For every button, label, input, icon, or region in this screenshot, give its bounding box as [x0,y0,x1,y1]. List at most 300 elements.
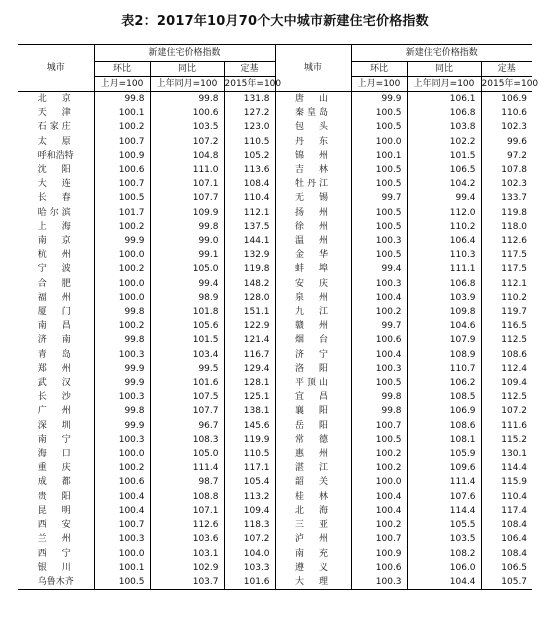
mom-cell-right: 100.7 [351,532,407,546]
mom-cell-right: 100.5 [351,163,407,177]
yoy-cell-right: 108.1 [407,433,481,447]
table-row [18,234,532,248]
mom-cell-left: 100.0 [94,248,150,262]
city-cell-right: 惠 州 [275,447,351,461]
fixed-cell-right: 115.2 [501,434,528,445]
city-cell-right: 桂 林 [275,490,351,504]
yoy-cell-right: 106.4 [407,234,481,248]
city-cell-right: 烟 台 [275,333,351,347]
city-cell-left: 广 州 [18,404,94,418]
mom-cell-right: 100.5 [351,376,407,390]
fixed-cell-right: 111.6 [501,420,528,431]
table-row [18,319,532,333]
mom-cell-right: 100.1 [351,149,407,163]
mom-cell-right: 99.7 [351,319,407,333]
mom-cell-right: 99.8 [351,390,407,404]
table-row [18,575,532,590]
fixed-cell-left: 129.4 [224,362,275,376]
table-row [18,305,532,319]
city-cell-right: 牡丹江 [275,177,351,191]
table-row [18,461,532,475]
fixed-cell-right: 107.8 [501,165,528,176]
yoy-cell-left: 102.9 [150,561,224,575]
fixed-cell-right: 115.9 [501,477,528,488]
city-cell-right: 唐 山 [275,92,351,107]
yoy-cell-right: 106.5 [407,163,481,177]
table-row [18,120,532,134]
yoy-cell-left: 107.7 [150,191,224,205]
yoy-cell-right: 106.8 [407,277,481,291]
fixed-cell-left: 117.1 [224,461,275,475]
mom-header-left: 环比 [94,62,150,77]
city-cell-left: 长 沙 [18,390,94,404]
city-cell-left: 上 海 [18,220,94,234]
city-cell-right: 大 理 [275,575,351,590]
city-cell-right: 蚌 埠 [275,262,351,276]
fixed-cell-right: 108.4 [501,548,528,559]
fixed-cell-right: 112.6 [501,236,528,247]
city-cell-left: 南 宁 [18,433,94,447]
fixed-cell-left: 119.9 [224,433,275,447]
fixed-cell-left: 105.4 [224,475,275,489]
yoy-cell-right: 110.7 [407,362,481,376]
fixed-cell-right: 118.0 [501,221,528,232]
table-row [18,419,532,433]
mom-cell-left: 101.7 [94,206,150,220]
yoy-header-right: 同比 [407,62,481,77]
yoy-cell-left: 101.8 [150,305,224,319]
fixed-cell-right: 112.1 [501,278,528,289]
yoy-cell-left: 104.8 [150,149,224,163]
table-row [18,404,532,418]
yoy-cell-left: 112.6 [150,518,224,532]
yoy-cell-right: 104.4 [407,575,481,590]
table-row [18,504,532,518]
mom-cell-right: 99.7 [351,191,407,205]
mom-cell-right: 100.5 [351,220,407,234]
city-cell-left: 杭 州 [18,248,94,262]
mom-header-right: 环比 [351,62,407,77]
yoy-cell-left: 103.5 [150,120,224,134]
fixed-cell-right: 117.4 [501,505,528,516]
fixed-cell-right: 106.9 [501,94,528,104]
table-row [18,163,532,177]
table-row [18,362,532,376]
yoy-base-right: 上年同月=100 [407,77,481,92]
yoy-cell-left: 107.1 [150,504,224,518]
fixed-cell-right: 119.7 [501,307,528,318]
table-row [18,248,532,262]
city-cell-left: 深 圳 [18,419,94,433]
yoy-cell-right: 111.1 [407,262,481,276]
fixed-cell-right: 112.4 [501,363,528,374]
table-row [18,135,532,149]
city-header-right: 城市 [275,45,351,92]
yoy-base-left: 上年同月=100 [150,77,224,92]
fixed-cell-right: 102.3 [501,179,528,190]
yoy-cell-left: 99.1 [150,248,224,262]
yoy-cell-right: 105.5 [407,518,481,532]
city-cell-right: 宜 昌 [275,390,351,404]
mom-cell-right: 100.5 [351,248,407,262]
yoy-cell-right: 103.8 [407,120,481,134]
mom-cell-left: 100.3 [94,433,150,447]
city-cell-right: 吉 林 [275,163,351,177]
city-cell-right: 泉 州 [275,291,351,305]
yoy-cell-right: 103.5 [407,532,481,546]
yoy-cell-right: 110.2 [407,220,481,234]
mom-cell-left: 99.9 [94,234,150,248]
mom-cell-left: 99.9 [94,419,150,433]
city-cell-left: 天 津 [18,106,94,120]
fixed-cell-left: 151.1 [224,305,275,319]
yoy-cell-right: 104.2 [407,177,481,191]
yoy-cell-left: 107.1 [150,177,224,191]
fixed-cell-left: 116.7 [224,348,275,362]
yoy-cell-left: 107.7 [150,404,224,418]
mom-cell-right: 100.5 [351,120,407,134]
fixed-cell-right: 112.5 [501,392,528,403]
city-cell-left: 郑 州 [18,362,94,376]
city-cell-left: 重 庆 [18,461,94,475]
city-cell-left: 宁 波 [18,262,94,276]
yoy-cell-right: 111.4 [407,475,481,489]
yoy-header-left: 同比 [150,62,224,77]
city-cell-right: 平顶山 [275,376,351,390]
mom-cell-left: 100.9 [94,149,150,163]
city-cell-right: 湛 江 [275,461,351,475]
city-cell-left: 贵 阳 [18,490,94,504]
yoy-cell-right: 108.9 [407,348,481,362]
mom-cell-right: 100.2 [351,518,407,532]
yoy-cell-left: 111.0 [150,163,224,177]
mom-cell-left: 100.7 [94,518,150,532]
fixed-cell-left: 125.1 [224,390,275,404]
fixed-cell-left: 127.2 [224,106,275,120]
fixed-cell-right: 107.2 [501,406,528,417]
fixed-cell-right: 110.2 [501,292,528,303]
fixed-cell-left: 103.3 [224,561,275,575]
city-cell-left: 海 口 [18,447,94,461]
fixed-cell-left: 121.4 [224,333,275,347]
fixed-cell-left: 109.4 [224,504,275,518]
fixed-cell-left: 110.5 [224,135,275,149]
yoy-cell-right: 104.6 [407,319,481,333]
city-cell-right: 赣 州 [275,319,351,333]
city-cell-right: 包 头 [275,120,351,134]
fixed-base-left: 2015年=100 [224,77,275,92]
yoy-cell-right: 106.1 [407,92,481,107]
yoy-cell-left: 105.6 [150,319,224,333]
mom-cell-left: 100.3 [94,348,150,362]
fixed-cell-left: 148.2 [224,277,275,291]
fixed-cell-right: 112.5 [501,335,528,346]
mom-cell-left: 100.2 [94,319,150,333]
mom-cell-right: 100.5 [351,106,407,120]
yoy-cell-right: 101.5 [407,149,481,163]
mom-cell-left: 100.5 [94,191,150,205]
city-cell-left: 大 连 [18,177,94,191]
yoy-cell-left: 103.6 [150,532,224,546]
yoy-cell-left: 107.5 [150,390,224,404]
fixed-cell-left: 132.9 [224,248,275,262]
table-row [18,518,532,532]
fixed-cell-right: 109.4 [501,378,528,389]
yoy-cell-left: 99.5 [150,362,224,376]
city-cell-left: 北 京 [18,92,94,107]
city-cell-left: 兰 州 [18,532,94,546]
yoy-cell-right: 105.9 [407,447,481,461]
fixed-header-left: 定基 [224,62,275,77]
table-row [18,433,532,447]
mom-cell-left: 100.2 [94,220,150,234]
city-cell-right: 安 庆 [275,277,351,291]
mom-cell-right: 100.4 [351,291,407,305]
yoy-cell-left: 96.7 [150,419,224,433]
mom-cell-right: 100.4 [351,490,407,504]
mom-cell-right: 100.7 [351,419,407,433]
yoy-cell-right: 106.0 [407,561,481,575]
yoy-cell-left: 108.3 [150,433,224,447]
city-cell-left: 呼和浩特 [18,149,94,163]
city-cell-right: 遵 义 [275,561,351,575]
fixed-cell-right: 110.4 [501,491,528,502]
mom-cell-right: 100.3 [351,575,407,590]
table-row [18,262,532,276]
yoy-cell-left: 98.9 [150,291,224,305]
fixed-cell-right: 114.4 [501,463,528,474]
yoy-cell-right: 103.9 [407,291,481,305]
mom-cell-right: 100.5 [351,206,407,220]
mom-cell-left: 99.8 [94,333,150,347]
fixed-cell-left: 107.2 [224,532,275,546]
city-cell-left: 南 京 [18,234,94,248]
fixed-cell-right: 119.8 [501,207,528,218]
mom-base-left: 上月=100 [94,77,150,92]
yoy-cell-right: 114.4 [407,504,481,518]
yoy-cell-left: 100.6 [150,106,224,120]
fixed-cell-left: 105.2 [224,149,275,163]
table-row [18,447,532,461]
fixed-cell-left: 118.3 [224,518,275,532]
mom-cell-right: 100.0 [351,475,407,489]
mom-cell-right: 100.5 [351,177,407,191]
table-row [18,547,532,561]
mom-cell-right: 100.3 [351,234,407,248]
fixed-cell-right: 97.2 [506,150,528,161]
city-cell-right: 九 江 [275,305,351,319]
table-row [18,191,532,205]
table-row [18,149,532,163]
fixed-cell-left: 108.4 [224,177,275,191]
mom-cell-left: 100.0 [94,277,150,291]
yoy-cell-left: 99.8 [150,220,224,234]
mom-cell-left: 100.3 [94,532,150,546]
table-row [18,475,532,489]
fixed-cell-right: 130.1 [501,449,528,460]
mom-cell-right: 99.9 [351,92,407,107]
city-cell-right: 扬 州 [275,206,351,220]
city-cell-right: 洛 阳 [275,362,351,376]
fixed-cell-left: 122.9 [224,319,275,333]
fixed-cell-left: 112.1 [224,206,275,220]
table-row [18,291,532,305]
fixed-cell-left: 145.6 [224,419,275,433]
mom-cell-right: 100.2 [351,447,407,461]
fixed-cell-left: 119.8 [224,262,275,276]
city-cell-right: 温 州 [275,234,351,248]
city-cell-right: 三 亚 [275,518,351,532]
table-row [18,206,532,220]
city-cell-left: 合 肥 [18,277,94,291]
city-cell-left: 哈尔滨 [18,206,94,220]
mom-cell-right: 99.8 [351,404,407,418]
mom-cell-left: 100.0 [94,547,150,561]
mom-cell-right: 100.9 [351,547,407,561]
table-row [18,376,532,390]
fixed-cell-right: 102.3 [501,122,528,133]
city-cell-left: 武 汉 [18,376,94,390]
city-cell-right: 岳 阳 [275,419,351,433]
city-cell-right: 泸 州 [275,532,351,546]
yoy-cell-left: 105.0 [150,262,224,276]
yoy-cell-right: 106.2 [407,376,481,390]
fixed-cell-right: 110.6 [501,108,528,119]
mom-cell-left: 100.4 [94,490,150,504]
mom-cell-left: 100.3 [94,390,150,404]
mom-cell-left: 99.8 [94,305,150,319]
city-cell-right: 北 海 [275,504,351,518]
fixed-cell-right: 117.5 [501,264,528,275]
fixed-cell-right: 105.7 [481,575,532,590]
yoy-cell-right: 107.9 [407,333,481,347]
mom-cell-left: 100.5 [94,575,150,590]
group-header-left: 新建住宅价格指数 [94,45,275,62]
city-cell-left: 石家庄 [18,120,94,134]
yoy-cell-left: 99.4 [150,277,224,291]
yoy-cell-left: 105.0 [150,447,224,461]
city-cell-left: 沈 阳 [18,163,94,177]
table-row [18,92,532,107]
yoy-cell-right: 108.5 [407,390,481,404]
mom-cell-left: 100.7 [94,135,150,149]
fixed-cell-right: 108.6 [501,349,528,360]
city-cell-right: 济 宁 [275,348,351,362]
table-row [18,532,532,546]
mom-cell-left: 100.2 [94,120,150,134]
price-index-table [18,44,539,590]
mom-base-right: 上月=100 [351,77,407,92]
fixed-cell-right: 108.4 [501,520,528,531]
yoy-cell-left: 101.6 [150,376,224,390]
mom-cell-left: 100.6 [94,475,150,489]
mom-cell-right: 100.4 [351,348,407,362]
city-cell-right: 丹 东 [275,135,351,149]
city-cell-right: 韶 关 [275,475,351,489]
yoy-cell-right: 106.8 [407,106,481,120]
table-row [18,348,532,362]
city-cell-left: 乌鲁木齐 [18,575,94,590]
table-row [18,390,532,404]
yoy-cell-left: 103.1 [150,547,224,561]
mom-cell-left: 100.0 [94,291,150,305]
fixed-cell-left: 144.1 [224,234,275,248]
mom-cell-left: 100.1 [94,561,150,575]
yoy-cell-left: 111.4 [150,461,224,475]
city-cell-left: 厦 门 [18,305,94,319]
city-cell-right: 无 锡 [275,191,351,205]
fixed-cell-left: 101.6 [224,575,275,590]
yoy-cell-left: 98.7 [150,475,224,489]
mom-cell-right: 99.4 [351,262,407,276]
fixed-cell-left: 138.1 [224,404,275,418]
yoy-cell-right: 99.4 [407,191,481,205]
fixed-cell-left: 123.0 [224,120,275,134]
yoy-cell-left: 107.2 [150,135,224,149]
fixed-cell-left: 131.8 [224,92,275,107]
city-cell-left: 南 昌 [18,319,94,333]
mom-cell-right: 100.4 [351,504,407,518]
fixed-cell-left: 104.0 [224,547,275,561]
city-cell-right: 襄 阳 [275,404,351,418]
mom-cell-left: 100.7 [94,177,150,191]
table-row [18,106,532,120]
yoy-cell-right: 112.0 [407,206,481,220]
table-row [18,490,532,504]
yoy-cell-right: 110.3 [407,248,481,262]
mom-cell-right: 100.3 [351,362,407,376]
mom-cell-right: 100.2 [351,461,407,475]
table-row [18,277,532,291]
mom-cell-right: 100.2 [351,305,407,319]
yoy-cell-left: 99.8 [150,92,224,107]
table-body [18,92,532,590]
fixed-cell-right: 106.5 [501,562,528,573]
city-cell-right: 常 德 [275,433,351,447]
city-cell-left: 太 原 [18,135,94,149]
fixed-cell-left: 128.1 [224,376,275,390]
yoy-cell-right: 109.6 [407,461,481,475]
city-cell-right: 徐 州 [275,220,351,234]
yoy-cell-right: 108.6 [407,419,481,433]
fixed-cell-left: 113.6 [224,163,275,177]
city-cell-left: 济 南 [18,333,94,347]
fixed-cell-right: 116.5 [501,321,528,332]
fixed-header-right: 定基 [481,62,532,77]
fixed-cell-right: 117.5 [501,250,528,261]
mom-cell-left: 99.8 [94,404,150,418]
fixed-cell-right: 106.4 [501,534,528,545]
yoy-cell-right: 109.8 [407,305,481,319]
yoy-cell-left: 101.5 [150,333,224,347]
yoy-cell-left: 109.9 [150,206,224,220]
city-cell-right: 秦皇岛 [275,106,351,120]
mom-cell-right: 100.0 [351,135,407,149]
mom-cell-left: 99.9 [94,376,150,390]
table-row [18,220,532,234]
yoy-cell-left: 103.7 [150,575,224,590]
mom-cell-left: 100.1 [94,106,150,120]
mom-cell-right: 100.5 [351,433,407,447]
mom-cell-left: 100.4 [94,504,150,518]
fixed-base-right: 2015年=100 [481,77,532,92]
mom-cell-right: 100.6 [351,333,407,347]
yoy-cell-right: 108.2 [407,547,481,561]
mom-cell-left: 100.2 [94,262,150,276]
yoy-cell-left: 99.0 [150,234,224,248]
table-row [18,177,532,191]
mom-cell-left: 100.6 [94,163,150,177]
